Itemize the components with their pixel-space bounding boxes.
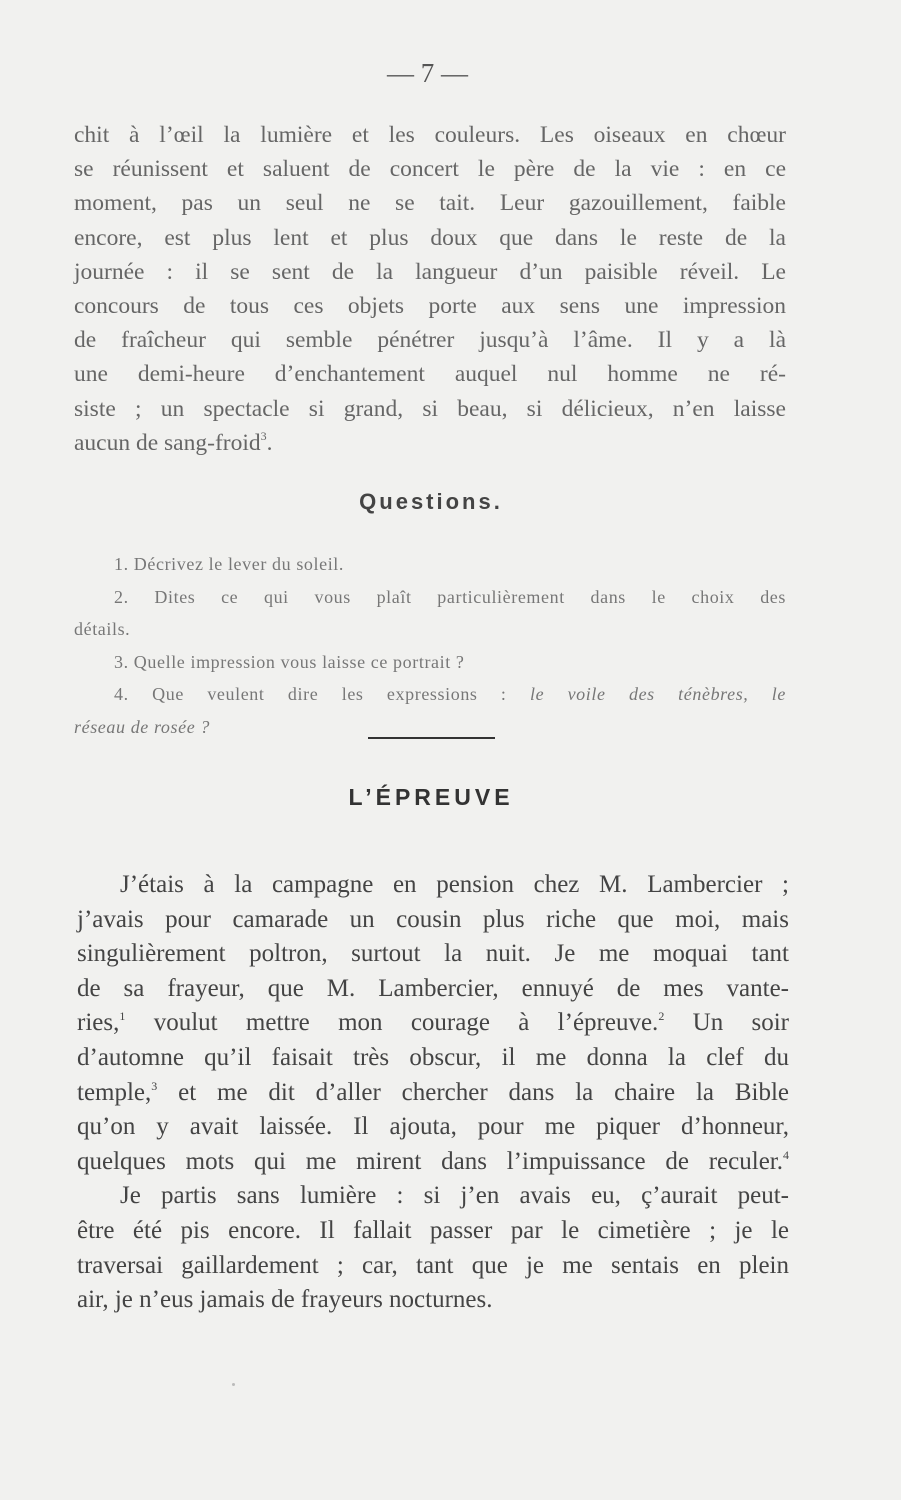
text-line: singulièrement poltron, surtout la nuit. Je me moquai tant <box>77 940 789 968</box>
question-3: 3. Quelle impression vous laisse ce portrait ? <box>114 651 465 672</box>
line-part: et me dit d’aller chercher dans la chaire la Bible <box>178 1078 789 1106</box>
footnote-marker: 4 <box>783 1147 789 1162</box>
text-line: de fraîcheur qui semble pénétrer jusqu’à l’âme. Il y a là <box>74 327 786 354</box>
story-paragraph <box>77 868 789 1318</box>
intro-paragraph <box>74 118 786 460</box>
line-part: Un soir <box>692 1009 790 1037</box>
text-line <box>77 1145 789 1180</box>
text-line: J’étais à la campagne en pension chez M. Lambercier ; <box>120 871 789 898</box>
line-part: ries, <box>77 1009 120 1037</box>
questions-list <box>74 548 786 743</box>
text-line: concours de tous ces objets porte aux sens une impression <box>74 293 786 320</box>
section-title: L’ÉPREUVE <box>348 784 514 810</box>
question-4-italic: le voile des ténèbres, le <box>529 684 787 704</box>
text-line: une demi-heure d’enchantement auquel nul homme ne ré- <box>74 361 786 388</box>
line-part: temple, <box>77 1078 152 1106</box>
footnote-marker: 3 <box>260 428 267 443</box>
question-4-cont: réseau de rosée ? <box>74 716 210 737</box>
text-line: être été pis encore. Il fallait passer par le cimetière ; je le <box>77 1216 789 1244</box>
text-line: moment, pas un seul ne se tait. Leur gazouillement, faible <box>74 190 786 217</box>
question-4-text: 4. Que veulent dire les expressions : <box>114 684 507 704</box>
question-2-cont: détails. <box>74 619 131 639</box>
text-line: Je partis sans lumière : si j’en avais eu, ç’aurait peut- <box>120 1182 789 1210</box>
text-line: traversai gaillardement ; car, tant que je me sentais en plein <box>77 1251 789 1279</box>
footnote-marker: 1 <box>119 1009 126 1024</box>
text-line: chit à l’œil la lumière et les couleurs. Les oiseaux en chœur <box>74 122 786 148</box>
text-line: encore, est plus lent et plus doux que dans le reste de la <box>74 224 786 251</box>
line-end: . <box>266 429 273 456</box>
text-line: de sa frayeur, que M. Lambercier, ennuyé de mes vante- <box>77 974 789 1002</box>
section-divider <box>368 737 495 739</box>
footnote-marker: 2 <box>658 1009 665 1024</box>
text-line: j’avais pour camarade un cousin plus riche que moi, mais <box>77 905 789 933</box>
text-line: se réunissent et saluent de concert le père de la vie : en ce <box>74 156 786 183</box>
text-line: air, je n’eus jamais de frayeurs nocturnes. <box>77 1286 493 1314</box>
line-part: quelques mots qui me mirent dans l’impuissance de reculer. <box>77 1147 783 1175</box>
text-line <box>74 426 786 460</box>
text-line: siste ; un spectacle si grand, si beau, si délicieux, n’en laisse <box>74 395 786 422</box>
text-line <box>77 1076 789 1111</box>
text-line <box>77 1006 789 1041</box>
text-line: qu’on y avait laissée. Il ajouta, pour me piquer d’honneur, <box>77 1113 789 1141</box>
question-1: 1. Décrivez le lever du soleil. <box>114 554 345 574</box>
text-line: d’automne qu’il faisait très obscur, il me donna la clef du <box>77 1043 789 1071</box>
text-line: journée : il se sent de la langueur d’un paisible réveil. Le <box>74 258 786 285</box>
page-number: — 7 — <box>387 58 468 88</box>
question-4 <box>74 678 786 711</box>
paper-speck <box>232 1383 235 1386</box>
line-part: voulut mettre mon courage à l’épreuve. <box>153 1009 659 1037</box>
questions-heading: Questions. <box>359 489 503 514</box>
footnote-marker: 3 <box>151 1078 158 1093</box>
line-text: aucun de sang-froid <box>74 429 261 456</box>
question-2: 2. Dites ce qui vous plaît particulièrement dans le choix des <box>114 586 786 607</box>
